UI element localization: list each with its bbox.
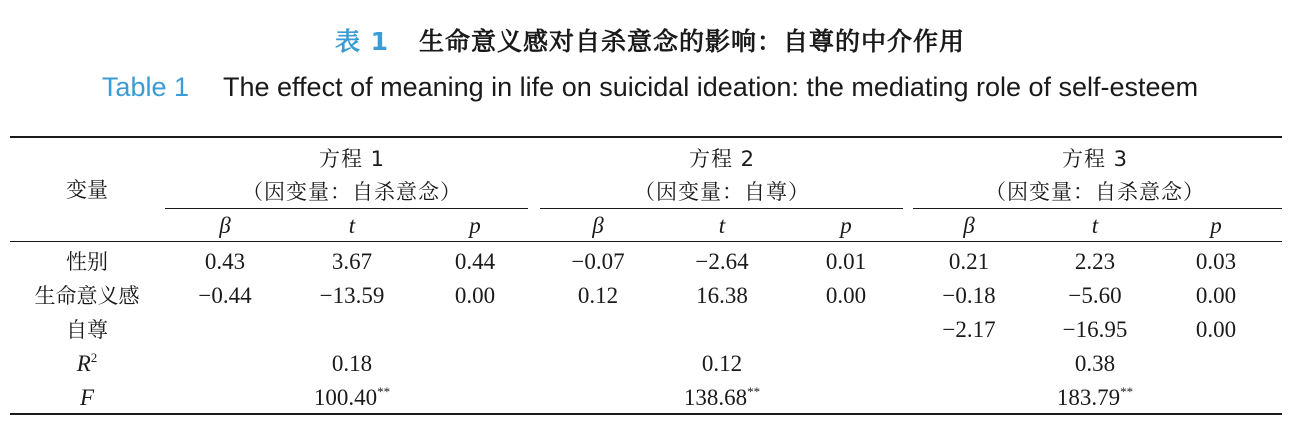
- eq1-beta-header: β: [219, 213, 231, 238]
- row-label-meaning-in-life: 生命意义感: [34, 284, 140, 308]
- variable-header: 变量: [66, 178, 108, 202]
- bottom-rule: [10, 413, 1282, 415]
- row-label-r-squared: $R^2$: [76, 350, 98, 376]
- row-label-gender: 性别: [66, 250, 108, 274]
- header-bottom-rule: [10, 241, 1282, 242]
- table-cell: 0.00: [1195, 283, 1237, 308]
- eq1-f-value: 100.40**: [313, 384, 391, 410]
- table-cell: 0.43: [204, 249, 246, 274]
- table-title-english: [0, 72, 1300, 103]
- table-cell: 0.21: [948, 249, 990, 274]
- top-rule: [10, 136, 1282, 138]
- table-cell: −2.17: [942, 317, 996, 342]
- table-cell: 0.01: [825, 249, 867, 274]
- eq3-r-squared: 0.38: [1074, 351, 1116, 376]
- eq1-r-squared: 0.18: [331, 351, 373, 376]
- eq3-t-header: t: [1091, 213, 1099, 238]
- table-cell: 16.38: [696, 283, 748, 308]
- table-cell: 3.67: [331, 249, 373, 274]
- eq2-t-header: t: [718, 213, 726, 238]
- eq1-p-header: p: [469, 213, 481, 238]
- eq3-p-header: p: [1210, 213, 1222, 238]
- eq2-beta-header: β: [592, 213, 604, 238]
- table-number-en: Table 1: [101, 72, 189, 102]
- eq2-f-value: 138.68**: [683, 384, 761, 410]
- eq2-r-squared: 0.12: [701, 351, 743, 376]
- table-cell: 0.00: [454, 283, 496, 308]
- eq3-f-value: 183.79**: [1056, 384, 1134, 410]
- table-title-cn-text: 生命意义感对自杀意念的影响：自尊的中介作用: [419, 27, 966, 56]
- equation-2-subrule: [540, 208, 903, 209]
- table-title-chinese: [0, 22, 1300, 58]
- table-cell: −2.64: [695, 249, 749, 274]
- table-number-cn: 表 1: [334, 27, 390, 56]
- table-cell: −0.07: [571, 249, 625, 274]
- equation-1-name: 方程 1: [318, 147, 386, 171]
- table-cell: −5.60: [1068, 283, 1122, 308]
- equation-2-name: 方程 2: [688, 147, 756, 171]
- table-cell: 0.00: [825, 283, 867, 308]
- table-cell: 0.44: [454, 249, 496, 274]
- equation-2-dv: （因变量：自尊）: [634, 180, 810, 204]
- row-label-f: F: [79, 385, 95, 410]
- equation-3-subrule: [913, 208, 1282, 209]
- table-title-en-text: The effect of meaning in life on suicidal ideation: the mediating role of self-esteem: [223, 72, 1199, 102]
- table-cell: −0.44: [198, 283, 252, 308]
- equation-3-name: 方程 3: [1061, 147, 1129, 171]
- row-label-self-esteem: 自尊: [66, 318, 108, 342]
- equation-1-dv: （因变量：自杀意念）: [242, 180, 462, 204]
- table-cell: −13.59: [319, 283, 385, 308]
- table-cell: 0.00: [1195, 317, 1237, 342]
- eq3-beta-header: β: [963, 213, 975, 238]
- eq1-t-header: t: [348, 213, 356, 238]
- table-cell: 0.12: [577, 283, 619, 308]
- table-cell: 2.23: [1074, 249, 1116, 274]
- table-cell: 0.03: [1195, 249, 1237, 274]
- table-cell: −0.18: [942, 283, 996, 308]
- equation-3-dv: （因变量：自杀意念）: [985, 180, 1205, 204]
- eq2-p-header: p: [840, 213, 852, 238]
- table-cell: −16.95: [1062, 317, 1128, 342]
- equation-1-subrule: [165, 208, 528, 209]
